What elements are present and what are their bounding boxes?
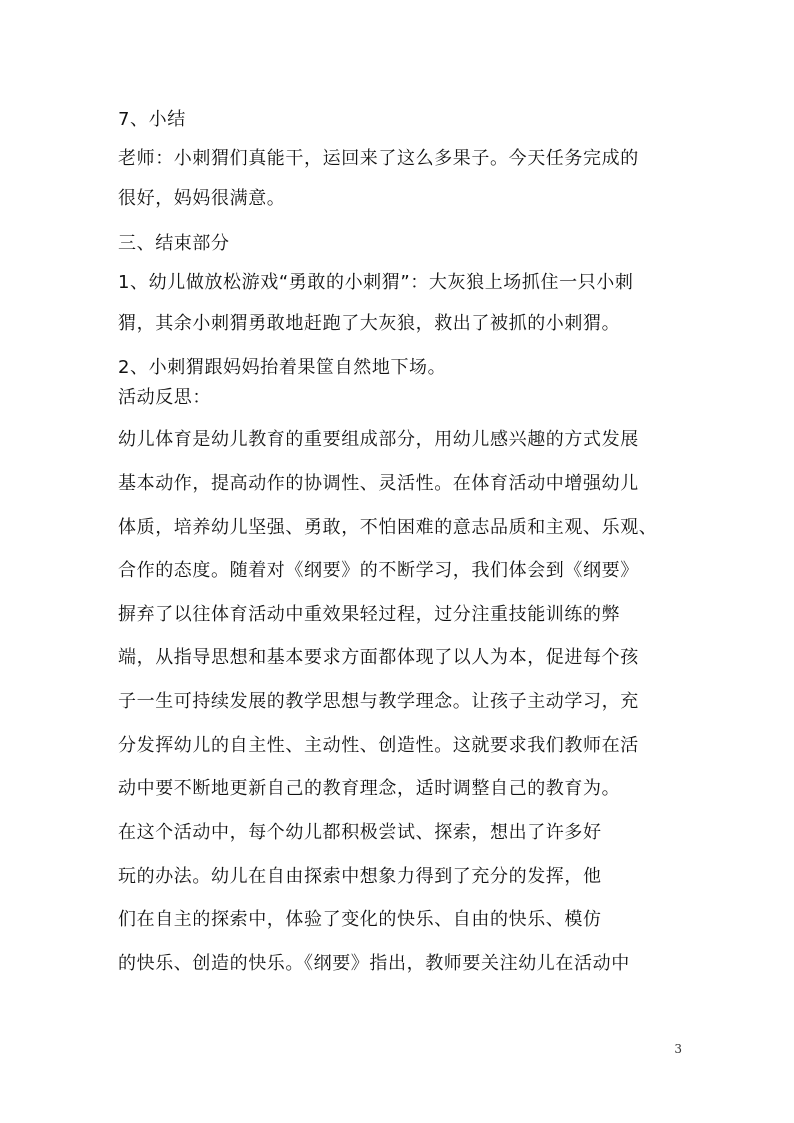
- paragraph-line: 2、小刺猬跟妈妈抬着果筐自然地下场。: [118, 357, 447, 378]
- paragraph-line: 基本动作，提高动作的协调性、灵活性。在体育活动中增强幼儿: [118, 473, 639, 494]
- paragraph-line: 体质，培养幼儿坚强、勇敢，不怕困难的意志品质和主观、乐观、: [118, 517, 658, 538]
- page-number: 3: [674, 1042, 682, 1056]
- paragraph-line: 很好，妈妈很满意。: [118, 188, 286, 209]
- paragraph-line: 老师：小刺猬们真能干，运回来了这么多果子。今天任务完成的: [118, 148, 639, 169]
- section-heading-summary: 7、小结: [118, 109, 186, 130]
- paragraph-line: 们在自主的探索中，体验了变化的快乐、自由的快乐、模仿: [118, 909, 602, 930]
- paragraph-line: 摒弃了以往体育活动中重效果轻过程，过分注重技能训练的弊: [118, 604, 621, 625]
- paragraph-line: 幼儿体育是幼儿教育的重要组成部分，用幼儿感兴趣的方式发展: [118, 429, 639, 450]
- paragraph-line: 分发挥幼儿的自主性、主动性、创造性。这就要求我们教师在活: [118, 735, 639, 756]
- section-heading-ending: 三、结束部分: [118, 233, 230, 254]
- paragraph-line: 在这个活动中，每个幼儿都积极尝试、探索，想出了许多好: [118, 822, 602, 843]
- paragraph-line: 猬，其余小刺猬勇敢地赶跑了大灰狼，救出了被抓的小刺猬。: [118, 313, 621, 334]
- paragraph-line: 1、幼儿做放松游戏“勇敢的小刺猬”：大灰狼上场抓住一只小刺: [118, 272, 634, 293]
- paragraph-line: 玩的办法。幼儿在自由探索中想象力得到了充分的发挥，他: [118, 866, 602, 887]
- paragraph-line: 子一生可持续发展的教学思想与教学理念。让孩子主动学习，充: [118, 691, 639, 712]
- paragraph-line: 端，从指导思想和基本要求方面都体现了以人为本，促进每个孩: [118, 647, 639, 668]
- section-heading-reflection: 活动反思：: [118, 387, 211, 408]
- paragraph-line: 合作的态度。随着对《纲要》的不断学习，我们体会到《纲要》: [118, 560, 639, 581]
- paragraph-line: 动中要不断地更新自己的教育理念，适时调整自己的教育为。: [118, 778, 621, 799]
- paragraph-line: 的快乐、创造的快乐。《纲要》指出，教师要关注幼儿在活动中: [118, 953, 630, 974]
